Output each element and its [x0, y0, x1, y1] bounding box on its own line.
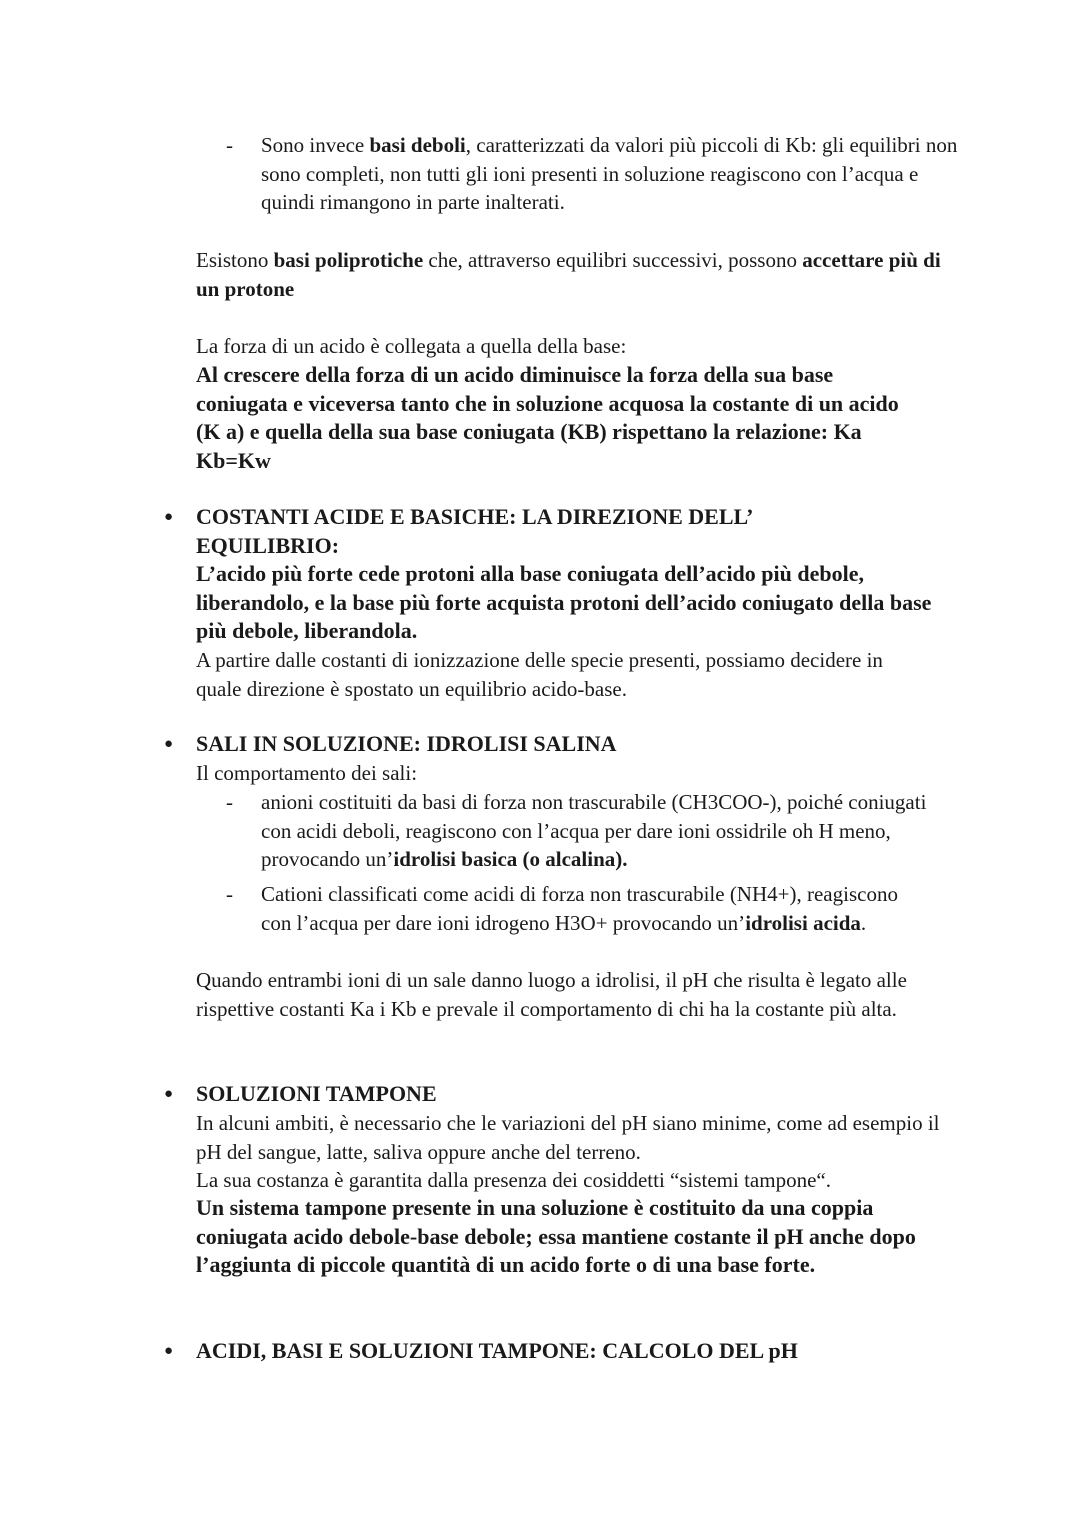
buffers-bold-text: Un sistema tampone presente in una soluzione è costituito da una coppia coniugata acido debole-base debole; essa mantiene costante il pH anche dopo l’aggiunta di piccole quantità di un acido forte o di una base forte. [196, 1195, 916, 1278]
section-heading-buffers: SOLUZIONI TAMPONE [196, 1081, 437, 1106]
anions-item: anioni costituiti da basi di forza non trascurabile (CH3COO-), poiché coniugati con acidi deboli, reagiscono con l’acqua per dare ioni ossidrile oh H meno, provocando un’idrolisi basica (o alcalina). [261, 790, 927, 872]
buffers-text-2: La sua costanza è garantita dalla presenza dei cosiddetti “sistemi tampone“. [196, 1168, 831, 1192]
constants-text: A partire dalle costanti di ionizzazione delle specie presenti, possiamo decidere in quale direzione è spostato un equilibrio acido-base. [196, 648, 883, 701]
salts-outro: Quando entrambi ioni di un sale danno luogo a idrolisi, il pH che risulta è legato alle rispettive costanti Ka i Kb e prevale il comportamento di chi ha la costante più alta. [196, 968, 907, 1021]
bullet-icon: ● [164, 1343, 174, 1359]
bullet-icon: ● [164, 1086, 174, 1102]
salts-intro: Il comportamento dei sali: [196, 761, 418, 785]
acid-base-strength-line: La forza di un acido è collegata a quella della base: [196, 334, 627, 358]
cations-item: Cationi classificati come acidi di forza non trascurabile (NH4+), reagiscono con l’acqua per dare ioni idrogeno H3O+ provocando un’idrolisi acida. [261, 882, 898, 935]
bullet-icon: ● [164, 509, 174, 525]
buffers-text: In alcuni ambiti, è necessario che le variazioni del pH siano minime, come ad esempio il pH del sangue, latte, saliva oppure anche del terreno. [196, 1111, 940, 1164]
polyprotic-bases-paragraph: Esistono basi poliprotiche che, attraverso equilibri successivi, possono accettare più di un protone [196, 248, 941, 301]
bullet-icon: ● [164, 736, 174, 752]
list-dash: - [226, 882, 233, 906]
list-dash: - [226, 133, 233, 157]
section-heading-ph-calculation: ACIDI, BASI E SOLUZIONI TAMPONE: CALCOLO DEL pH [196, 1338, 798, 1363]
section-heading-constants: COSTANTI ACIDE E BASICHE: LA DIREZIONE DELL’ EQUILIBRIO: [196, 504, 752, 558]
constants-bold-text: L’acido più forte cede protoni alla base coniugata dell’acido più debole, liberandolo, e la base più forte acquista protoni dell’acido coniugato della base più debole, liberandola. [196, 561, 932, 644]
weak-bases-item: Sono invece basi deboli, caratterizzati da valori più piccoli di Kb: gli equilibri non sono completi, non tutti gli ioni presenti in soluzione reagiscono con l’acqua e quindi rimangono in parte inalterati. [261, 133, 958, 215]
section-heading-salts: SALI IN SOLUZIONE: IDROLISI SALINA [196, 731, 617, 756]
list-dash: - [226, 790, 233, 814]
acid-base-strength-bold: Al crescere della forza di un acido diminuisce la forza della sua base coniugata e viceversa tanto che in soluzione acquosa la costante di un acido (K a) e quella della sua base coniugata (KB) rispettano la relazione: Ka Kb=Kw [196, 362, 899, 473]
